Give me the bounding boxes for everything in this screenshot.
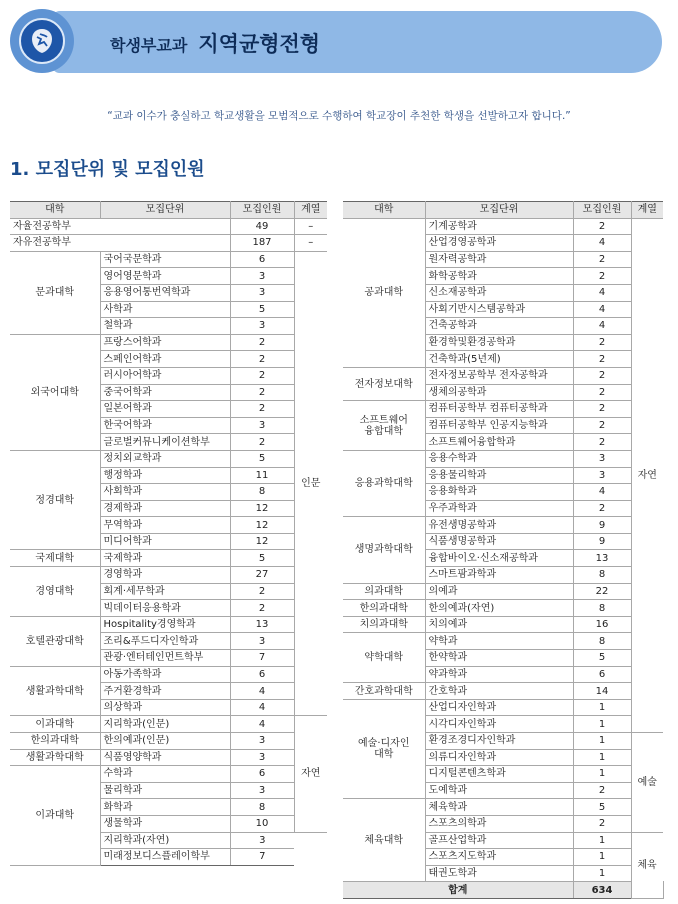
header-unit: 모집단위 (425, 202, 573, 219)
unit-cell: 화학공학과 (425, 268, 573, 285)
college-cell: 예술·디자인 대학 (343, 699, 425, 799)
unit-cell: 프랑스어학과 (100, 334, 230, 351)
college-cell: 문과대학 (10, 251, 100, 334)
unit-cell: 조리&푸드디자인학과 (100, 633, 230, 650)
college-cell: 체육대학 (343, 799, 425, 882)
count-cell: 12 (230, 500, 294, 517)
college-cell: 약학대학 (343, 633, 425, 683)
unit-cell: 건축공학과 (425, 318, 573, 335)
count-cell: 4 (573, 284, 631, 301)
unit-cell: 유전생명공학과 (425, 517, 573, 534)
college-cell: 이과대학 (10, 716, 100, 733)
college-cell: 응용과학대학 (343, 450, 425, 516)
count-cell: 3 (573, 450, 631, 467)
unit-cell: 스포츠의학과 (425, 815, 573, 832)
track-cell: 자연 (294, 716, 327, 832)
count-cell: 3 (573, 467, 631, 484)
unit-cell: 태권도학과 (425, 865, 573, 882)
table-row (10, 716, 327, 733)
count-cell: 4 (230, 716, 294, 733)
count-cell: 9 (573, 517, 631, 534)
header-college: 대학 (343, 202, 425, 219)
table-row (10, 235, 327, 252)
count-cell: 9 (573, 533, 631, 550)
count-cell: 2 (573, 351, 631, 368)
unit-cell: 시각디자인학과 (425, 716, 573, 733)
unit-cell: 스포츠지도학과 (425, 849, 573, 866)
unit-cell: 국어국문학과 (100, 251, 230, 268)
table-row (10, 334, 327, 351)
count-cell: 1 (573, 832, 631, 849)
unit-cell: 약과학과 (425, 666, 573, 683)
unit-cell: 응용물리학과 (425, 467, 573, 484)
unit-cell: 사학과 (100, 301, 230, 318)
count-cell: 5 (573, 650, 631, 667)
college-cell: 한의과대학 (10, 733, 100, 750)
count-cell: 2 (573, 251, 631, 268)
count-cell: 2 (573, 434, 631, 451)
count-cell: 3 (230, 284, 294, 301)
total-label: 합계 (343, 882, 573, 899)
count-cell: 16 (573, 616, 631, 633)
count-cell: 5 (230, 301, 294, 318)
table-row (343, 583, 663, 600)
count-cell: 1 (573, 699, 631, 716)
unit-cell: 생체의공학과 (425, 384, 573, 401)
college-cell: 국제대학 (10, 550, 100, 567)
count-cell: 2 (573, 367, 631, 384)
total-count: 634 (573, 882, 631, 899)
section-title: 1. 모집단위 및 모집인원 (10, 159, 205, 180)
count-cell: 6 (230, 666, 294, 683)
table-row (10, 450, 327, 467)
unit-cell: 약학과 (425, 633, 573, 650)
table-row (10, 550, 327, 567)
unit-cell: 글로벌커뮤니케이션학부 (100, 434, 230, 451)
count-cell: 3 (230, 318, 294, 335)
unit-cell: 우주과학과 (425, 500, 573, 517)
unit-cell: 일본어학과 (100, 401, 230, 418)
left-admission-table (10, 201, 327, 866)
unit-cell: 스마트팜과학과 (425, 567, 573, 584)
unit-cell: 신소재공학과 (425, 284, 573, 301)
unit-cell: 지리학과(인문) (100, 716, 230, 733)
count-cell: 8 (230, 799, 294, 816)
table-row (10, 733, 327, 750)
unit-cell: 한의예과(인문) (100, 733, 230, 750)
unit-cell: 주거환경학과 (100, 683, 230, 700)
count-cell: 3 (230, 782, 294, 799)
count-cell: 2 (573, 500, 631, 517)
unit-cell: 전자정보공학부 전자공학과 (425, 367, 573, 384)
unit-cell: 응용화학과 (425, 484, 573, 501)
college-cell: 생활과학대학 (10, 749, 100, 766)
unit-cell: 정치외교학과 (100, 450, 230, 467)
table-row (343, 218, 663, 235)
unit-cell: 의상학과 (100, 699, 230, 716)
unit-cell: 영어영문학과 (100, 268, 230, 285)
count-cell: 7 (230, 849, 294, 866)
count-cell: 3 (230, 268, 294, 285)
college-cell: 치의과대학 (343, 616, 425, 633)
unit-cell: 디지털콘텐츠학과 (425, 766, 573, 783)
table-row (10, 666, 327, 683)
unit-cell: 응용수학과 (425, 450, 573, 467)
unit-cell: 한약학과 (425, 650, 573, 667)
unit-cell: 국제학과 (100, 550, 230, 567)
university-logo (10, 9, 74, 73)
table-row (10, 749, 327, 766)
college-cell: 경영대학 (10, 567, 100, 617)
count-cell: 2 (230, 583, 294, 600)
table-row (343, 799, 663, 816)
right-table-body (343, 218, 663, 898)
unit-cell: 아동가족학과 (100, 666, 230, 683)
table-row (343, 450, 663, 467)
unit-cell: 수학과 (100, 766, 230, 783)
count-cell: 187 (230, 235, 294, 252)
unit-cell: 사회학과 (100, 484, 230, 501)
college-cell: 의과대학 (343, 583, 425, 600)
unit-cell: 스페인어학과 (100, 351, 230, 368)
header-track: 계열 (631, 202, 663, 219)
unit-cell: 융합바이오·신소재공학과 (425, 550, 573, 567)
unit-cell: 건축학과(5년제) (425, 351, 573, 368)
college-cell: 자율전공학부 (10, 218, 230, 235)
count-cell: 4 (573, 235, 631, 252)
unit-cell: 화학과 (100, 799, 230, 816)
unit-cell: 한국어학과 (100, 417, 230, 434)
table-row (343, 367, 663, 384)
count-cell: 5 (573, 799, 631, 816)
unit-cell: 빅데이터응용학과 (100, 600, 230, 617)
unit-cell: 무역학과 (100, 517, 230, 534)
unit-cell: 간호학과 (425, 683, 573, 700)
college-cell: 생활과학대학 (10, 666, 100, 716)
unit-cell: 소프트웨어융합학과 (425, 434, 573, 451)
table-row (10, 251, 327, 268)
unit-cell: 컴퓨터공학부 컴퓨터공학과 (425, 401, 573, 418)
table-row (343, 401, 663, 418)
unit-cell: 경제학과 (100, 500, 230, 517)
count-cell: 4 (573, 318, 631, 335)
unit-cell: 산업디자인학과 (425, 699, 573, 716)
table-row (343, 683, 663, 700)
banner-title-large: 지역균형전형 (198, 32, 321, 56)
total-row (343, 882, 663, 899)
college-cell: 외국어대학 (10, 334, 100, 450)
count-cell: 12 (230, 517, 294, 534)
header-track: 계열 (294, 202, 327, 219)
table-row (343, 517, 663, 534)
count-cell: 3 (230, 417, 294, 434)
count-cell: 4 (573, 484, 631, 501)
count-cell: 2 (573, 384, 631, 401)
track-cell: 인문 (294, 251, 327, 716)
count-cell: 4 (573, 301, 631, 318)
unit-cell: 식품영양학과 (100, 749, 230, 766)
count-cell: 2 (230, 334, 294, 351)
unit-cell: 기계공학과 (425, 218, 573, 235)
count-cell: 4 (230, 683, 294, 700)
unit-cell: 의류디자인학과 (425, 749, 573, 766)
college-cell: 이과대학 (10, 766, 100, 866)
count-cell: 14 (573, 683, 631, 700)
college-cell: 전자정보대학 (343, 367, 425, 400)
count-cell: 7 (230, 650, 294, 667)
unit-cell: 러시아어학과 (100, 367, 230, 384)
track-cell: – (294, 218, 327, 235)
track-cell: 체육 (631, 832, 663, 898)
page-banner (10, 9, 662, 73)
count-cell: 6 (573, 666, 631, 683)
count-cell: 8 (573, 600, 631, 617)
count-cell: 2 (230, 401, 294, 418)
left-table-body (10, 218, 327, 865)
college-cell: 생명과학대학 (343, 517, 425, 583)
college-cell: 정경대학 (10, 450, 100, 550)
count-cell: 13 (573, 550, 631, 567)
count-cell: 27 (230, 567, 294, 584)
count-cell: 2 (573, 782, 631, 799)
count-cell: 4 (230, 699, 294, 716)
count-cell: 13 (230, 616, 294, 633)
count-cell: 5 (230, 450, 294, 467)
unit-cell: 체육학과 (425, 799, 573, 816)
unit-cell: 도예학과 (425, 782, 573, 799)
unit-cell: 경영학과 (100, 567, 230, 584)
table-row (343, 633, 663, 650)
unit-cell: 사회기반시스템공학과 (425, 301, 573, 318)
count-cell: 2 (230, 434, 294, 451)
unit-cell: 철학과 (100, 318, 230, 335)
unit-cell: 환경조경디자인학과 (425, 733, 573, 750)
unit-cell: 산업경영공학과 (425, 235, 573, 252)
count-cell: 8 (573, 567, 631, 584)
college-cell: 소프트웨어 융합대학 (343, 401, 425, 451)
unit-cell: 치의예과 (425, 616, 573, 633)
college-cell: 한의과대학 (343, 600, 425, 617)
table-row (343, 699, 663, 716)
track-cell: – (294, 235, 327, 252)
table-row (10, 616, 327, 633)
table-row (10, 218, 327, 235)
unit-cell: 미디어학과 (100, 533, 230, 550)
unit-cell: 미래정보디스플레이학부 (100, 849, 230, 866)
table-row (10, 766, 327, 783)
count-cell: 10 (230, 815, 294, 832)
unit-cell: 물리학과 (100, 782, 230, 799)
unit-cell: 회계·세무학과 (100, 583, 230, 600)
college-cell: 간호과학대학 (343, 683, 425, 700)
count-cell: 6 (230, 766, 294, 783)
count-cell: 11 (230, 467, 294, 484)
track-cell: 예술 (631, 733, 663, 833)
college-cell: 호텔관광대학 (10, 616, 100, 666)
table-row (343, 600, 663, 617)
header-count: 모집인원 (573, 202, 631, 219)
count-cell: 12 (230, 533, 294, 550)
count-cell: 1 (573, 865, 631, 882)
intro-text: “교과 이수가 충실하고 학교생활을 모범적으로 수행하여 학교장이 추천한 학생을 선발하고자 합니다.” (107, 110, 571, 122)
count-cell: 3 (230, 749, 294, 766)
lion-emblem-icon (19, 18, 65, 64)
count-cell: 2 (573, 401, 631, 418)
count-cell: 2 (230, 600, 294, 617)
count-cell: 8 (573, 633, 631, 650)
count-cell: 2 (573, 815, 631, 832)
count-cell: 3 (230, 832, 294, 849)
unit-cell: 응용영어통번역학과 (100, 284, 230, 301)
unit-cell: 관광·엔터테인먼트학부 (100, 650, 230, 667)
unit-cell: 지리학과(자연) (100, 832, 230, 849)
unit-cell: 환경학및환경공학과 (425, 334, 573, 351)
count-cell: 2 (230, 384, 294, 401)
count-cell: 2 (573, 268, 631, 285)
table-row (10, 567, 327, 584)
unit-cell: 생물학과 (100, 815, 230, 832)
count-cell: 1 (573, 766, 631, 783)
header-count: 모집인원 (230, 202, 294, 219)
count-cell: 1 (573, 716, 631, 733)
count-cell: 49 (230, 218, 294, 235)
count-cell: 6 (230, 251, 294, 268)
count-cell: 2 (230, 351, 294, 368)
unit-cell: 중국어학과 (100, 384, 230, 401)
banner-title-small: 학생부교과 (110, 36, 188, 55)
count-cell: 1 (573, 733, 631, 750)
count-cell: 2 (230, 367, 294, 384)
count-cell: 3 (230, 633, 294, 650)
count-cell: 1 (573, 749, 631, 766)
unit-cell: 행정학과 (100, 467, 230, 484)
unit-cell: Hospitality경영학과 (100, 616, 230, 633)
unit-cell: 골프산업학과 (425, 832, 573, 849)
banner-title (110, 28, 320, 58)
count-cell: 2 (573, 218, 631, 235)
count-cell: 2 (573, 334, 631, 351)
count-cell: 3 (230, 733, 294, 750)
count-cell: 1 (573, 849, 631, 866)
unit-cell: 원자력공학과 (425, 251, 573, 268)
table-row (343, 616, 663, 633)
count-cell: 5 (230, 550, 294, 567)
college-cell: 자유전공학부 (10, 235, 230, 252)
count-cell: 2 (573, 417, 631, 434)
college-cell: 공과대학 (343, 218, 425, 367)
unit-cell: 컴퓨터공학부 인공지능학과 (425, 417, 573, 434)
unit-cell: 한의예과(자연) (425, 600, 573, 617)
unit-cell: 의예과 (425, 583, 573, 600)
right-admission-table (343, 201, 663, 899)
count-cell: 22 (573, 583, 631, 600)
count-cell: 8 (230, 484, 294, 501)
header-college: 대학 (10, 202, 100, 219)
header-unit: 모집단위 (100, 202, 230, 219)
unit-cell: 식품생명공학과 (425, 533, 573, 550)
track-cell: 자연 (631, 218, 663, 732)
